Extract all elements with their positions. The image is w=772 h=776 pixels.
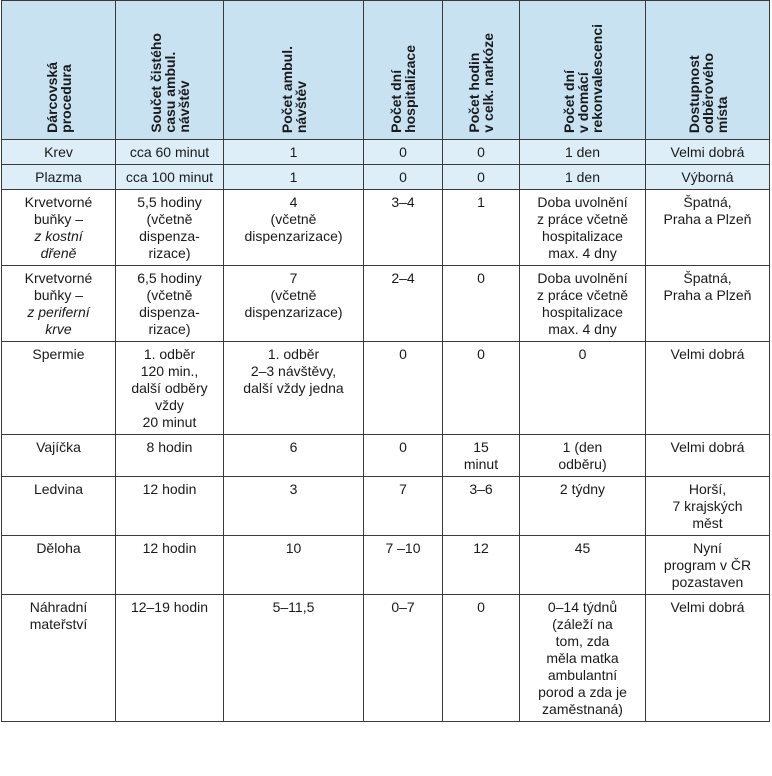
table-cell: Velmi dobrá — [646, 140, 770, 165]
table-cell: 0 — [364, 342, 443, 435]
table-cell: Velmi dobrá — [646, 342, 770, 435]
procedure-cell: Krev — [2, 140, 116, 165]
table-cell: 1 den — [520, 165, 646, 190]
table-cell: 0–14 týdnů (záleží na tom, zda měla matka ambulantní porod a zda je zaměstnaná) — [520, 595, 646, 722]
table-row — [2, 165, 770, 190]
procedure-source: z kostní dřeně — [34, 228, 83, 261]
table-header — [2, 1, 770, 140]
table-cell: 7 — [364, 477, 443, 536]
table-row — [2, 190, 770, 266]
procedure-cell: Krvetvorné buňky – z periferní krve — [2, 266, 116, 342]
donation-procedures-table — [1, 0, 770, 722]
table-cell: 1. odběr 2–3 návštěvy, další vždy jedna — [224, 342, 364, 435]
table-cell: 3–6 — [443, 477, 520, 536]
table-row — [2, 477, 770, 536]
table-cell: Nyní program v ČR pozastaven — [646, 536, 770, 595]
table-cell: 1 — [224, 140, 364, 165]
table-cell: 10 — [224, 536, 364, 595]
procedure-cell: Náhradní mateřství — [2, 595, 116, 722]
table-cell: 3–4 — [364, 190, 443, 266]
table-cell: 1 — [224, 165, 364, 190]
header-site-availability: Dostupnost odběrového místa — [646, 1, 770, 140]
header-convalescence-days: Počet dní v domácí rekonvalescenci — [520, 1, 646, 140]
table-cell: 45 — [520, 536, 646, 595]
table-row — [2, 140, 770, 165]
table-cell: 0–7 — [364, 595, 443, 722]
table-cell: 6,5 hodiny (včetně dispenza- rizace) — [116, 266, 224, 342]
table-cell: 2 týdny — [520, 477, 646, 536]
table-cell: Špatná, Praha a Plzeň — [646, 266, 770, 342]
table-cell: 3 — [224, 477, 364, 536]
table-cell: 0 — [443, 165, 520, 190]
table-cell: Velmi dobrá — [646, 435, 770, 477]
procedure-cell: Vajíčka — [2, 435, 116, 477]
procedure-cell: Spermie — [2, 342, 116, 435]
table-row — [2, 595, 770, 722]
table-cell: 0 — [443, 342, 520, 435]
table-cell: 0 — [443, 595, 520, 722]
table-cell: 1 — [443, 190, 520, 266]
table-cell: 0 — [364, 165, 443, 190]
header-ambulatory-visits: Počet ambul. návštěv — [224, 1, 364, 140]
table-cell: Výborná — [646, 165, 770, 190]
procedure-source: z periferní krve — [27, 304, 90, 337]
table-cell: 0 — [364, 140, 443, 165]
table-cell: 0 — [364, 435, 443, 477]
table-cell: 0 — [443, 266, 520, 342]
header-ambulatory-time: Součet čistého casu ambul. návštěv — [116, 1, 224, 140]
procedure-cell: Plazma — [2, 165, 116, 190]
table-cell: 6 — [224, 435, 364, 477]
header-hospital-days: Počet dní hospitalizace — [364, 1, 443, 140]
table-cell: 0 — [520, 342, 646, 435]
header-row — [2, 1, 770, 140]
table-row — [2, 266, 770, 342]
table-cell: 1. odběr 120 min., další odběry vždy 20 minut — [116, 342, 224, 435]
table-cell: 5,5 hodiny (včetně dispenza- rizace) — [116, 190, 224, 266]
header-anesthesia-hours: Počet hodin v celk. narkóze — [443, 1, 520, 140]
table-cell: Horší, 7 krajských měst — [646, 477, 770, 536]
table-row — [2, 435, 770, 477]
table-cell: Doba uvolnění z práce včetně hospitalizace max. 4 dny — [520, 266, 646, 342]
table-cell: 7 (včetně dispenzarizace) — [224, 266, 364, 342]
table-cell: cca 100 minut — [116, 165, 224, 190]
table-cell: Špatná, Praha a Plzeň — [646, 190, 770, 266]
table-cell: 1 den — [520, 140, 646, 165]
table-cell: Doba uvolnění z práce včetně hospitalizace max. 4 dny — [520, 190, 646, 266]
header-procedure: Dárcovská procedura — [2, 1, 116, 140]
table-row — [2, 342, 770, 435]
procedure-cell: Ledvina — [2, 477, 116, 536]
table-cell: 12 hodin — [116, 536, 224, 595]
table-cell: 15 minut — [443, 435, 520, 477]
table-cell: 12–19 hodin — [116, 595, 224, 722]
table-cell: 5–11,5 — [224, 595, 364, 722]
table-cell: 2–4 — [364, 266, 443, 342]
table-cell: 8 hodin — [116, 435, 224, 477]
table-cell: 12 hodin — [116, 477, 224, 536]
table-cell: cca 60 minut — [116, 140, 224, 165]
table-row — [2, 536, 770, 595]
procedure-cell: Krvetvorné buňky – z kostní dřeně — [2, 190, 116, 266]
procedure-cell: Děloha — [2, 536, 116, 595]
table-cell: 0 — [443, 140, 520, 165]
table-body — [2, 140, 770, 722]
table-cell: 1 (den odběru) — [520, 435, 646, 477]
table-cell: 12 — [443, 536, 520, 595]
table-cell: Velmi dobrá — [646, 595, 770, 722]
table-cell: 7 –10 — [364, 536, 443, 595]
table-cell: 4 (včetně dispenzarizace) — [224, 190, 364, 266]
